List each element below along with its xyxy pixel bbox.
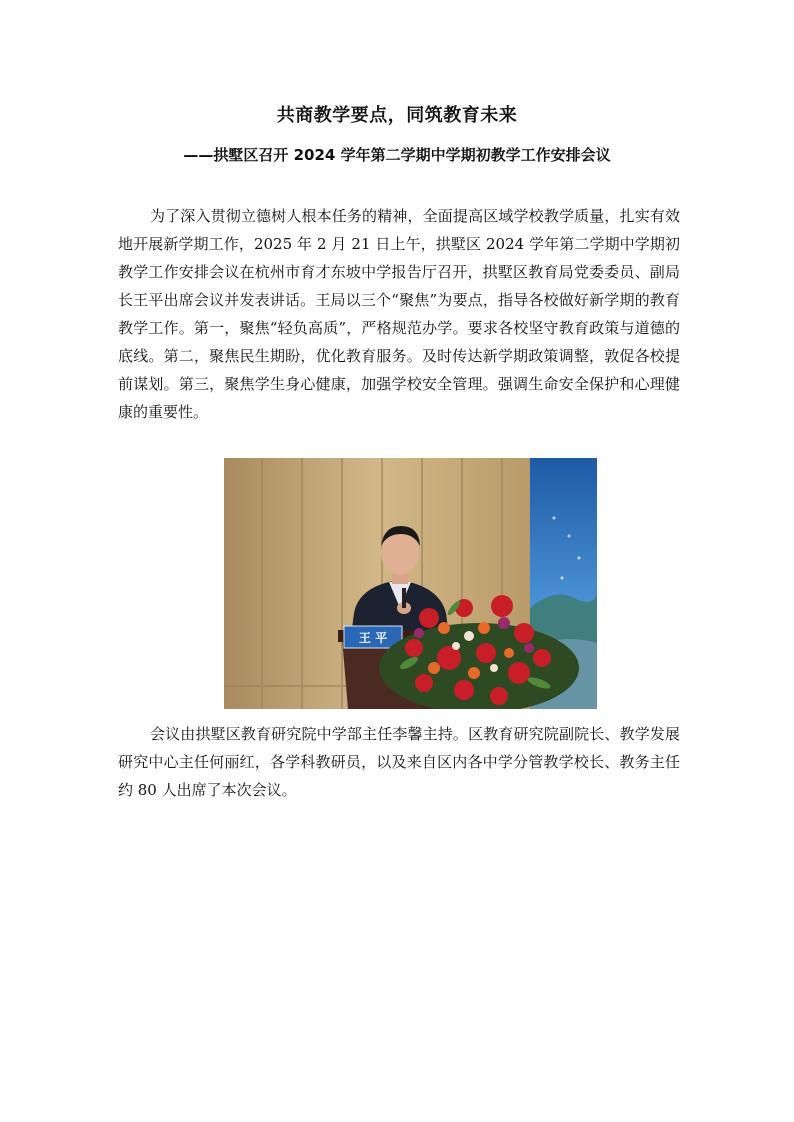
page-title: 共商教学要点，同筑教育未来 xyxy=(276,105,518,126)
name-plate-text: 王 平 xyxy=(358,631,388,645)
paragraph-1: 为了深入贯彻立德树人根本任务的精神，全面提高区域学校教学质量，扎实有效地开展新学期工作，2025 年 2 月 21 日上午，拱墅区 2024 学年第二学期中学期初教学工作安排会议在杭州市育才东坡中学报告厅召开，拱墅区教育局党委委员、副局长王平出席会议并发表讲话。王局以三个“聚焦”为要点，指导各校做好新学期的教育教学工作。第一，聚焦“轻负高质”，严格规范办学。要求各校坚守教育政策与道德的底线。第二，聚焦民生期盼，优化教育服务。及时传达新学期政策调整，敦促各校提前谋划。第三，聚焦学生身心健康，加强学校安全管理。强调生命安全保护和心理健康的重要性。 xyxy=(118,207,680,421)
paragraph-2: 会议由拱墅区教育研究院中学部主任李馨主持。区教育研究院副院长、教学发展研究中心主任何丽红，各学科教研员，以及来自区内各中学分管教学校长、教务主任约 80 人出席了本次会议。 xyxy=(118,725,680,799)
page-subtitle: ——拱墅区召开 2024 学年第二学期中学期初教学工作安排会议 xyxy=(183,146,611,164)
meeting-photo xyxy=(224,458,597,709)
